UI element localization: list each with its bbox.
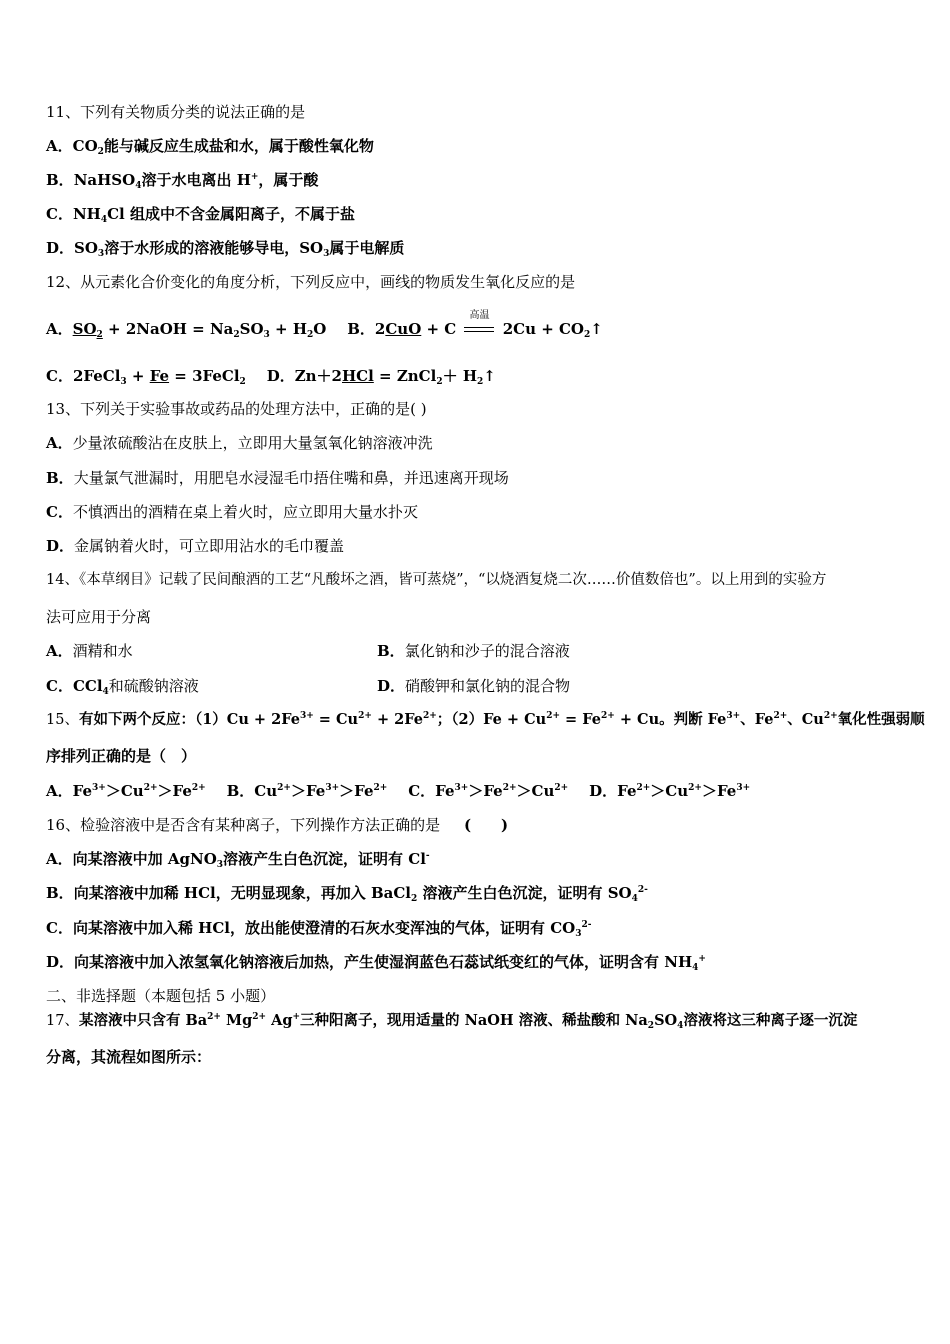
q11-stem: 11、下列有关物质分类的说法正确的是 xyxy=(46,103,306,121)
q12-option-c: C．2FeCl$_3$ + Fe = 3FeCl$_2$ xyxy=(46,367,246,387)
q16-option-d: D．向某溶液中加入浓氢氧化钠溶液后加热，产生使湿润蓝色石蕊试纸变红的气体，证明含有 $NH_4^+$ xyxy=(46,953,706,973)
q12-option-d: D．Zn＋2HCl = ZnCl$_2$＋ $H_2↑$ xyxy=(266,367,496,387)
q13-option-c: C．不慎洒出的酒精在桌上着火时，应立即用大量水扑灭 xyxy=(46,503,418,521)
q14-option-a: A．酒精和水 xyxy=(46,642,133,660)
q16-stem: 16、检验溶液中是否含有某种离子，下列操作方法正确的是 ( ) xyxy=(46,816,509,834)
q14-option-d: D．硝酸钾和氯化钠的混合物 xyxy=(377,677,571,695)
q11-option-b: B．NaHSO$_4$溶于水电离出 H+，属于酸 xyxy=(46,171,319,191)
q15-option-d: D．$Fe^{2+}>Cu^{2+}>Fe^{3+}$ xyxy=(589,782,751,800)
reaction-condition-arrow: 高温 xyxy=(463,320,495,340)
q14-options-ab xyxy=(46,641,906,661)
q12-option-b: B．2CuO + C 高温 $2Cu + CO_2↑$ xyxy=(347,310,603,340)
q13-option-b: B．大量氯气泄漏时，用肥皂水浸湿毛巾捂住嘴和鼻，并迅速离开现场 xyxy=(46,469,509,487)
section-heading: 二、非选择题（本题包括 5 小题） xyxy=(46,987,276,1005)
q15-option-a: A．$Fe^{3+}>Cu^{2+}>Fe^{2+}$ xyxy=(46,782,206,800)
q16-option-c: C．向某溶液中加入稀 HCl，放出能使澄清的石灰水变浑浊的气体，证明有 $CO_3^{2-}$ xyxy=(46,919,592,939)
q11-option-c: C．$NH_4Cl$ 组成中不含金属阳离子，不属于盐 xyxy=(46,205,355,225)
q15-option-b: B．$Cu^{2+}>Fe^{3+}>Fe^{2+}$ xyxy=(226,782,388,800)
q14-option-b: B．氯化钠和沙子的混合溶液 xyxy=(377,642,570,660)
q16-option-b: B．向某溶液中加稀 HCl，无明显现象，再加入 BaCl$_2$ 溶液产生白色沉淀，证明有 $SO_4^{2-}$ xyxy=(46,884,648,904)
q17-stem-line1: 17、某溶液中只含有 $Ba^{2+}$ $Mg^{2+}$ Ag+三种阳离子，现用适量的 NaOH 溶液、稀盐酸和 $Na_2SO_4$溶液将这三种离子逐一沉淀 xyxy=(46,1012,858,1031)
q14-option-c: C．CCl$_4$和硫酸钠溶液 xyxy=(46,677,199,697)
q11-option-d: D．$SO_3$溶于水形成的溶液能够导电，$SO_3$属于电解质 xyxy=(46,239,405,259)
q12-option-a: A．$SO_2$ + 2NaOH = $Na_2SO_3 + H_2O$ xyxy=(46,320,327,340)
q13-option-d: D．金属钠着火时，可立即用沾水的毛巾覆盖 xyxy=(46,537,345,555)
q15-options xyxy=(46,781,750,801)
q15-option-c: C．$Fe^{3+}>Fe^{2+}>Cu^{2+}$ xyxy=(408,782,569,800)
q14-stem-line2: 法可应用于分离 xyxy=(46,608,152,626)
q11-option-a: A．$CO_2$能与碱反应生成盐和水，属于酸性氧化物 xyxy=(46,137,374,157)
q12-options-ab xyxy=(46,310,603,340)
q13-option-a: A．少量浓硫酸沾在皮肤上，立即用大量氢氧化钠溶液冲洗 xyxy=(46,434,433,452)
q12-stem: 12、从元素化合价变化的角度分析，下列反应中，画线的物质发生氧化反应的是 xyxy=(46,273,576,291)
q15-stem-line2: 序排列正确的是（ ） xyxy=(46,747,197,765)
q16-option-a: A．向某溶液中加 AgNO$_3$溶液产生白色沉淀，证明有 Cl- xyxy=(46,850,430,870)
q13-stem: 13、下列关于实验事故或药品的处理方法中，正确的是( ) xyxy=(46,400,427,418)
q17-stem-line2: 分离，其流程如图所示： xyxy=(46,1048,212,1066)
q14-stem-line1: 14、《本草纲目》记载了民间酿酒的工艺“凡酸坏之酒，皆可蒸烧”，“以烧酒复烧二次……价值数倍也”。以上用到的实验方 xyxy=(46,572,827,588)
q15-stem-line1: 15、有如下两个反应：$(1)Cu + 2Fe^{3+} = Cu^{2+} + 2Fe^{2+}$；$(2)Fe + Cu^{2+} = Fe^{2+} + Cu$。判断 $Fe^{3+}$、$Fe^{2+}$、$Cu^{2+}$氧化性强弱顺 xyxy=(46,711,925,728)
q12-options-cd xyxy=(46,366,496,386)
q14-options-cd xyxy=(46,676,906,696)
